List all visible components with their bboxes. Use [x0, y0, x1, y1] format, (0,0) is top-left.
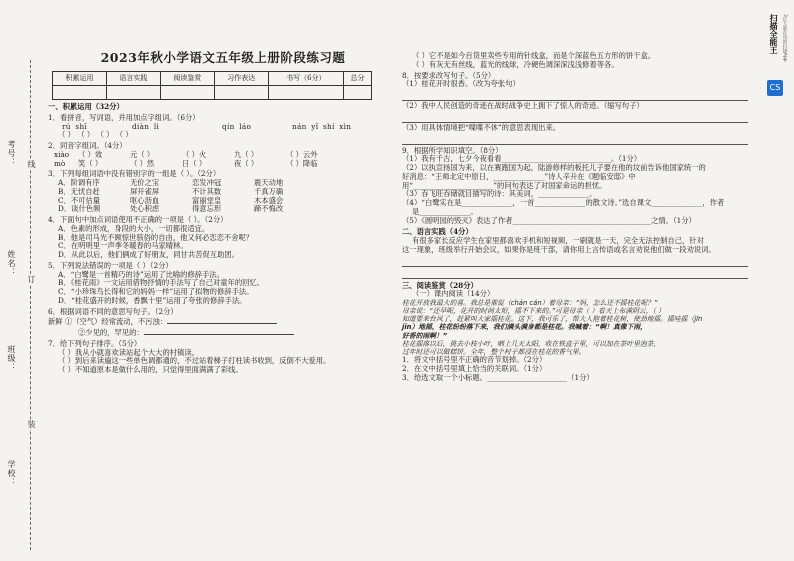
page-title: 2023年秋小学语文五年级上册阶段练习题 — [100, 50, 346, 65]
option: A．色素的形成，身段的大小，一切都很适宜。 — [58, 223, 210, 233]
score-header: 习作表达 — [214, 72, 268, 86]
answer-line[interactable] — [402, 256, 748, 267]
q8-2: （2）我中人民创造的奇迹在战时战争史上拥下了惊人的奇迹。（缩写句子） — [402, 101, 644, 110]
q9-3[interactable]: （3）吞飞旺吞储就目描写的诗：其美词，______________。 — [402, 189, 597, 199]
q9-1[interactable]: （1）我有千古，七夕今夜看看______________________________。（1分） — [402, 154, 642, 164]
answer-line[interactable] — [402, 112, 748, 123]
q2-row-2: mò 笑（ ） （ ）然 日（ ） 夜（ ） （ ）降临 — [54, 158, 318, 168]
margin-xingming: 姓名： — [7, 250, 16, 277]
answer-line[interactable] — [402, 90, 748, 101]
reading-question-1: 1．将文中括号里不正确的音节划掉。（2分） — [402, 355, 547, 365]
score-cell[interactable] — [344, 86, 372, 100]
question-2: 2．同音字组词。（4分） — [48, 141, 127, 150]
q9-2b[interactable]: 好消息：“王师北定中原日，______________”诗人辛升在《题临安邸》中 — [402, 171, 636, 181]
reading-question-3[interactable]: 3．给选文取一个小标题。______________________（1分） — [402, 372, 594, 382]
score-cell[interactable] — [268, 86, 343, 100]
pinyin: nán yǐ shí xìn — [292, 121, 352, 131]
option: C．“小珍珠鸟长得和它的妈妈一样”运用了拟物的修辞手法。 — [58, 287, 254, 296]
margin-xuexiao: 学校： — [7, 460, 16, 487]
q7-items — [48, 349, 388, 375]
sort-item[interactable]: （ ）到后来读遍这一些单色调都通的，不过站着梯子打柱读书收到，反倒不大爱用。 — [58, 356, 331, 366]
answer-line[interactable] — [402, 268, 748, 279]
score-table — [52, 71, 372, 100]
question-1: 1．看拼音，写词语，并用加点字组词。（6分） — [48, 112, 200, 122]
score-header: 总分 — [344, 72, 372, 86]
binding-dashed-line — [30, 60, 31, 550]
option: A．“白鹭是一首精巧的诗”运用了比喻的修辞手法。 — [58, 269, 224, 279]
option: B．他是司马光不顾惊世骇俗的自由，他又何必恋恋不舍呢？ — [58, 232, 254, 242]
reading-question-2: 2．在文中括号里填上恰当的关联词。（1分） — [402, 363, 547, 373]
option: D．从此以后，他们俩成了好朋友，同甘共苦促互助团。 — [58, 250, 239, 259]
right-column — [402, 52, 748, 382]
s3-subheading: （一）课内阅读（14分） — [412, 289, 495, 299]
q9-4b[interactable]: 是______________。 — [412, 206, 478, 216]
score-header: 语言实践 — [106, 72, 160, 86]
q9-2c[interactable]: 用“______________________”的问句表达了对国家命运的担忧。 — [402, 180, 607, 190]
question-5: 5．下列说法错误的一项是（ ）（2分） — [48, 260, 173, 270]
score-header: 积累运用 — [53, 72, 107, 86]
q3-options: A．阶调有序 无价之宝 恋发冲冠 震天动地 B．无忧自赶 屏开雀屏 不计其数 千真万确 C．不可估量 呕心沥血 富丽堂皇 木本盛会 D．谈什色频 处心积虑 得意忘形 蹄不悔改 — [58, 178, 284, 214]
score-cell[interactable] — [160, 86, 214, 100]
q6-line-b[interactable]: ②少见的，罕见的： — [48, 327, 388, 338]
margin-ding: 订 — [27, 275, 36, 284]
q5-options — [48, 271, 388, 306]
score-cell[interactable] — [214, 86, 268, 100]
q1-answer-parens[interactable]: （ ） （ ） （ ） （ ） — [58, 130, 133, 140]
question-9: 9．根据所学知识填空。（8分） — [402, 145, 503, 155]
reading-passage: 桂花开放我最大的喜。我总是催促（chán cán）着母亲：“妈，怎么还不摇桂花呢？” 母亲说：“还早呢，花开的时间太短，摇不下来的。”可是母亲（ ）看天上布满阴云，（ ） 知道要来台风了，赶紧叫大家摇桂花。这下，我可乐了，帮大人抱着桂花树，使劲地摇。摇哇摇（jīn jīn）地摇，桂花纷纷落下来，我们满头满身都是桂花。我喊着：“啊！真像下雨， 好香的雨啊！” 桂花摇落以后，挑去小枝小叶，晒上几天太阳，收在铁盒子里，可以加在茶叶里泡茶， 过年时还可以做糕饼。全年，整个村子都浸在桂花的香气里。 — [402, 299, 703, 356]
question-6: 6．根据词语不同的意思写句子。（2分） — [48, 306, 178, 316]
s2-paragraph-1: 有很多家长反应学生在家里都喜欢手机和短视频，一刷就是一天，完全无法控制自己，针对 — [412, 236, 704, 245]
q8-3: （3）用具体情境把“喋喋不休”的意思表现出来。 — [402, 122, 561, 132]
score-header: 书写（6分） — [268, 72, 343, 86]
option: C．在明明里一声季冬暖春的马家晴林。 — [58, 241, 188, 251]
question-7: 7．给下列句子排序。（5分） — [48, 338, 142, 348]
pinyin: qín láo — [222, 121, 252, 131]
s2-paragraph-2: 这一现象，班级举行开始会议，如果你是班干部，请你用上言传语或名言劝说他们做一段劝说词。 — [402, 244, 716, 254]
camscanner-brand: 扫描全能王 — [769, 14, 778, 54]
sort-item[interactable]: （ ）不知道原本是做什么用的，只觉得里面满满了彩线。 — [58, 365, 243, 374]
q2-row-1: xiào （ ）效 元（ ） （ ）火 九（ ） （ ）云外 — [54, 149, 318, 159]
camscanner-subtitle: 3亿人都在用的扫描App — [782, 14, 787, 62]
margin-kaohao: 考号： — [7, 140, 16, 167]
score-cell[interactable] — [53, 86, 107, 100]
q9-4a[interactable]: （4）“白鹭实在是______________，一首______________的散文诗。”选自课文______________，作者 — [402, 198, 725, 207]
margin-banji: 班级： — [7, 345, 16, 372]
margin-zhuang: 装 — [27, 420, 36, 429]
question-4: 4．下面句中加点词语使用不正确的一项是（ ）。（2分） — [48, 215, 228, 224]
pinyin: rú shī — [62, 121, 88, 131]
option: B．《桂花雨》一文运用借物抒情的手法写了自己对童年的回忆。 — [58, 278, 265, 288]
q4-options — [48, 225, 388, 260]
sort-item[interactable]: （ ）它不是如今百货里卖些专用的针线盒，而是个深蓝色五方形的饼干盒。 — [412, 51, 656, 60]
sort-item[interactable]: （ ）我从小就喜欢读站起个大大的村镇读。 — [58, 347, 199, 357]
score-cell[interactable] — [106, 86, 160, 100]
score-header: 阅读鉴赏 — [160, 72, 214, 86]
q9-5[interactable]: （5）《圆明园的毁灭》表达了作者______________________________________之情。（1分） — [402, 215, 696, 225]
q9-2a: （2）以执宣扬国为来，以在赛跑国为起，陆游修样的板托儿子要在他的坟前告诉他国家统一的 — [402, 163, 706, 172]
option: D．“桂花盛开的时候，香飘十里”运用了夸张的修辞手法。 — [58, 295, 247, 305]
camscanner-logo-icon: CS — [767, 80, 783, 96]
sort-item[interactable]: （ ）有灰无有丝线，蓝光的线球，冷硬色调深深浅浅修着等各。 — [412, 59, 619, 69]
section-2-heading: 二、语言实践（4分） — [402, 227, 473, 237]
binding-margin — [0, 0, 46, 561]
pinyin: diàn lì — [132, 121, 160, 131]
question-3: 3．下列每组词语中没有错别字的一组是（ ）。（2分） — [48, 169, 221, 179]
q8-1: （1）桂花开时很香。（改为夸张句） — [402, 79, 520, 89]
question-8: 8．按要求改写句子。（5分） — [402, 70, 496, 80]
section-1-heading: 一、积累运用（32分） — [48, 102, 124, 111]
left-column — [48, 46, 388, 375]
q6-line-a[interactable]: 新鲜 ①（空气）经常流动，不污浊： — [48, 316, 388, 327]
section-3-heading: 三、阅读鉴赏（28分） — [402, 280, 478, 290]
answer-line[interactable] — [402, 134, 748, 145]
margin-xian: 线 — [27, 160, 36, 169]
camscanner-watermark — [767, 8, 789, 98]
